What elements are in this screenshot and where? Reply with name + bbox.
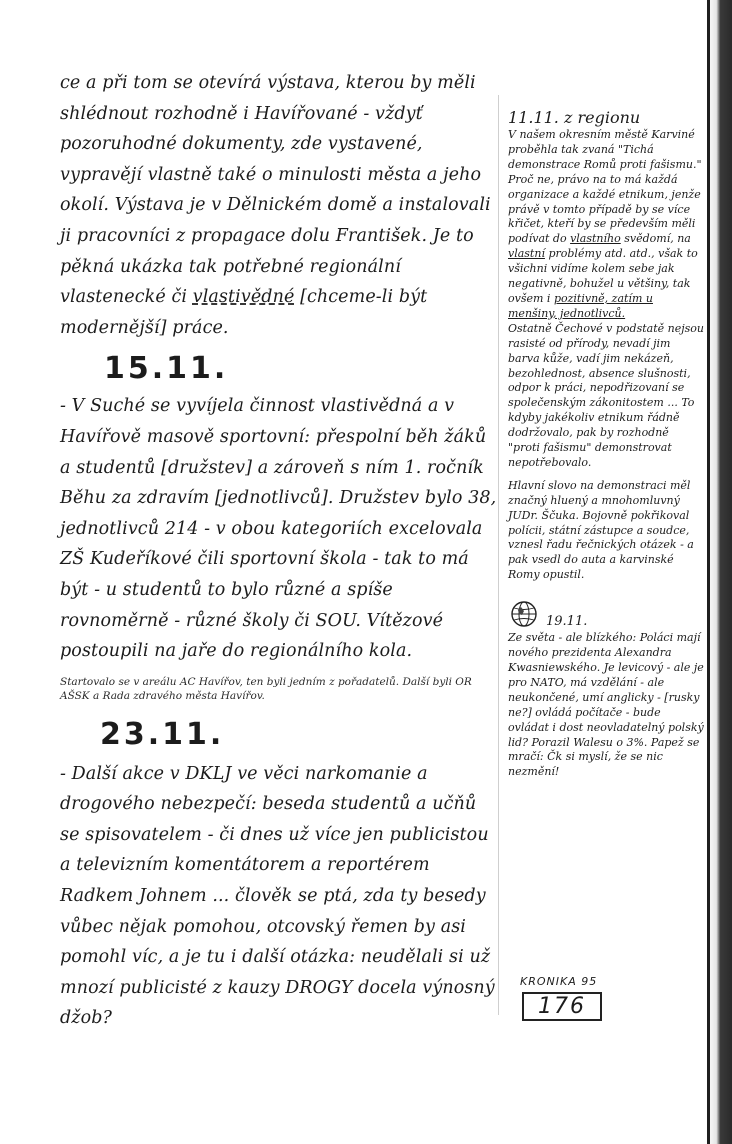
main-paragraph-1-text: ce a při tom se otevírá výstava, kterou by měli shlédnout rozhodně i Havířované - vždyť pozoruhodné dokumenty, zde vystavené, vypravějí vlastně také o minulosti města a jeho okolí. Výstava je v Dělnickém domě a instalovali ji pracovníci z propagace dolu František. Je to pěkná ukázka tak potřebné regionální vlastenecké či xyxy=(60,73,491,308)
page-edge-line xyxy=(707,0,710,1144)
chronicle-label: KRONIKA 95 xyxy=(520,975,598,988)
main-paragraph-1 xyxy=(60,68,500,343)
side-paragraph-1-text: V našem okresním městě Karviné proběhla tak zvaná "Tichá demonstrace Romů proti fašismu." Proč ne, právo na to má každá organizace a každé etnikum, jenže právě v tomto případě by se více křičet, kteří by se především měli podívat do xyxy=(508,128,702,246)
side-date-11-11: 11.11. z regionu xyxy=(508,108,641,127)
main-paragraph-3: - Další akce v DKLJ ve věci narkomanie a drogového nebezpečí: beseda studentů a učňů se spisovatelem - či dnes už více jen publicistou a televizním komentátorem a reportérem Radkem Johnem ... člověk se ptá, zda ty besedy vůbec nějak pomohou, otcovský řemen by asi pomohl víc, a je tu i další otázka: neudělali si už mnozí publicisté z kauzy DROGY docela výnosný džob? xyxy=(60,763,495,1029)
globe-icon xyxy=(508,599,540,629)
globe-date-row xyxy=(508,599,704,629)
side-paragraph-2: Ostatně Čechové v podstatě nejsou rasisté od přírody, nevadí jim barva kůže, vadí jim nekázeň, bezohlednost, absence slušnosti, odpor k práci, nepodřizovaní se společenským zákonitostem ... To kdyby jakékoliv etnikum řádně dodržovalo, pak by rozhodně "proti fašismu" demonstrovat nepotřebovalo. xyxy=(508,321,704,469)
side-underlined-1: vlastního xyxy=(570,232,621,246)
side-paragraph-1 xyxy=(508,128,704,322)
main-paragraph-2: - V Suché se vyvíjela činnost vlastivědná a v Havířově masově sportovní: přespolní běh žáků a studentů [družstev] a zároveň s ním 1. ročník Běhu za zdravím [jednotlivců]. Družstev bylo 38, jednotlivců 214 - v obou kategoriích excelovala ZŠ Kudeříkové čili sportovní škola - tak to má být - u studentů to bylo různé a spíše rovnoměrně - různé školy či SOU. Vítězové postoupili na jaře do regionálního kola. xyxy=(60,396,497,662)
side-date-19-11: 19.11. xyxy=(546,614,588,630)
side-paragraph-3: Hlavní slovo na demonstraci měl značný hluený a mnohomluvný JUDr. Ščuka. Bojovně pokřikoval polícii, státní zástupce a soudce, vznesl řadu řečnických otázek - a pak vsedl do auta a karvinské Romy opustil. xyxy=(508,478,694,582)
side-paragraph-4: Ze světa - ale blízkého: Poláci mají nového prezidenta Alexandra Kwasniewského. Je levicový - ale je pro NATO, má vzdělání - ale neukončené, umí anglicky - [rusky ne?] ovládá počítače - bude ovládat i dost neovladatelný polský lid? Porazil Walesu o 3%. Papež se mračí: Čk si myslí, že se nic nezmění! xyxy=(508,631,704,779)
underlined-word: vlastivědné xyxy=(192,287,295,308)
side-underlined-3: pozitivně, zatím u menšiny, jednotlivců. xyxy=(508,291,653,320)
side-paragraph-1-mid2: problémy atd. atd., však to všichni vidíme kolem sebe jak negativně, bohužel u většiny, tak ovšem i xyxy=(508,247,698,305)
side-paragraph-1-mid: svědomí, na xyxy=(620,232,691,246)
footer xyxy=(520,975,630,1021)
page-number: 176 xyxy=(522,992,602,1021)
footnote: Startovalo se v areálu AC Havířov, ten byli jedním z pořadatelů. Další byli OR AŠSK a Rada zdravého města Havířov. xyxy=(60,675,472,702)
side-underlined-2: vlastní xyxy=(508,247,545,261)
main-paragraph-1-end: [chceme-li být modernější] práce. xyxy=(60,287,428,338)
main-column xyxy=(60,68,500,1034)
side-column xyxy=(508,108,704,780)
date-heading-23-11: 23.11. xyxy=(100,716,225,752)
date-heading-15-11: 15.11. xyxy=(104,351,229,387)
